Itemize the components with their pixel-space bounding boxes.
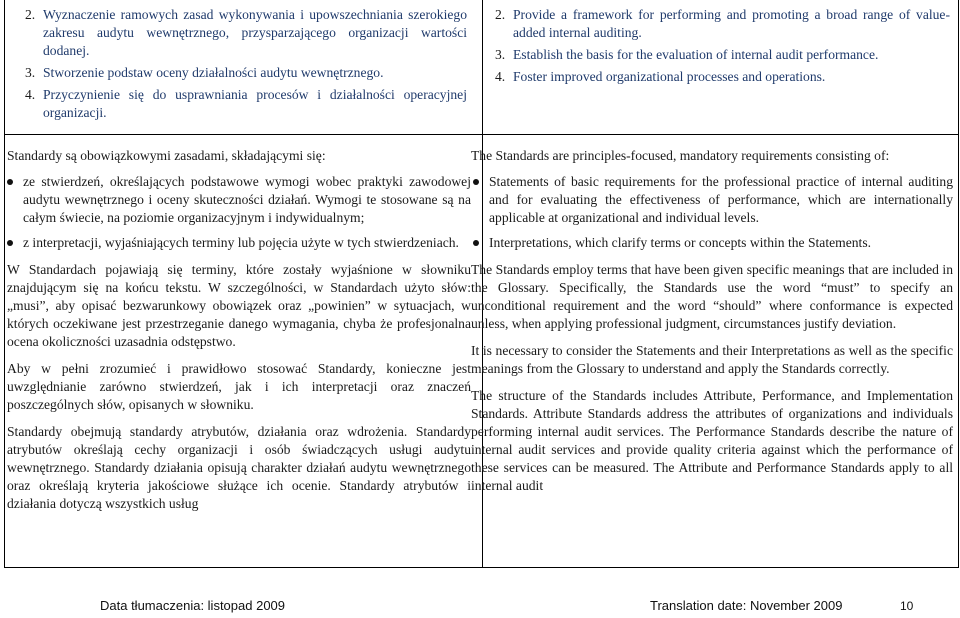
polish-paragraph: Standardy obejmują standardy atrybutów, działania oraz wdrożenia. Standardy atrybutów określają cechy organizacji i osób świadczących usługi audytu wewnętrznego. Standardy działania opisują charakter działań audytu wewnętrznego oraz określają kryteria jakościowe służące ich ocenie. Standardy atrybutów i działania dotyczą wszystkich usług: [7, 424, 471, 511]
list-item: [495, 6, 950, 42]
polish-bullet-list: [5, 173, 471, 252]
item-number: 4.: [25, 87, 36, 102]
item-text: Stworzenie podstaw oceny działalności audytu wewnętrznego.: [43, 65, 384, 80]
bullet-icon: [473, 240, 479, 246]
list-item: [5, 234, 471, 252]
item-text: Wyznaczenie ramowych zasad wykonywania i upowszechniania szerokiego zakresu audytu wewnętrznego, przysparzającego organizacji wartości dodanej.: [43, 7, 467, 58]
page-number: 10: [900, 599, 914, 613]
item-text: Foster improved organizational processes and operations.: [513, 69, 826, 84]
list-item: [495, 46, 950, 64]
list-item: [5, 173, 471, 227]
polish-paragraph: W Standardach pojawiają się terminy, które zostały wyjaśnione w słowniku znajdującym się na końcu tekstu. W szczególności, w Standardach użyto słów: „musi”, aby opisać bezwarunkowy obowiązek oraz „powinien” w sytuacjach, w których oczekiwane jest przestrzeganie danego wymagania, chyba że profesjonalna ocena okoliczności uzasadnia odstępstwo.: [7, 262, 471, 349]
english-objectives-list: [495, 6, 950, 86]
translation-table: [4, 0, 959, 568]
bullet-text: Statements of basic requirements for the professional practice of internal auditing and for evaluating the effectiveness of performance, which are internationally applicable at organizational and individual levels.: [489, 174, 953, 225]
english-lead-text: The Standards are principles-focused, mandatory requirements consisting of:: [471, 148, 890, 163]
item-text: Establish the basis for the evaluation of internal audit performance.: [513, 47, 879, 62]
item-text: Przyczynienie się do usprawniania procesów i działalności operacyjnej organizacji.: [43, 87, 467, 120]
bottom-right-cell: [471, 147, 953, 504]
bullet-icon: [7, 240, 13, 246]
bullet-text: z interpretacji, wyjaśniających terminy lub pojęcia użyte w tych stwierdzeniach.: [23, 235, 459, 250]
item-number: 3.: [495, 47, 506, 62]
footer-translation-date-pl: Data tłumaczenia: listopad 2009: [100, 598, 286, 613]
english-paragraph: The Standards employ terms that have been given specific meanings that are included in the Glossary. Specifically, the Standards use the word “must” to specify an unconditional requirement and the word “should” where conformance is expected unless, when applying professional judgment, circumstances justify deviation.: [471, 262, 953, 331]
list-item: [25, 86, 467, 122]
item-text: Provide a framework for performing and promoting a broad range of value-added internal auditing.: [513, 7, 950, 40]
list-item: [495, 68, 950, 86]
english-bullet-list: [471, 173, 953, 252]
list-item: [25, 64, 467, 82]
bottom-left-cell: [5, 147, 471, 522]
list-item: [25, 6, 467, 60]
list-item: [471, 234, 953, 252]
english-paragraph: It is necessary to consider the Statements and their Interpretations as well as the specific meanings from the Glossary to understand and apply the Standards correctly.: [471, 343, 953, 376]
english-paragraph: The structure of the Standards includes Attribute, Performance, and Implementation Standards. Attribute Standards address the attributes of organizations and individuals performing internal audit services. The Performance Standards describe the nature of internal audit services and provide quality criteria against which the performance of these services can be measured. The Attribute and Performance Standards apply to all internal audit: [471, 388, 953, 493]
footer-translation-date-en: Translation date: November 2009: [650, 598, 843, 613]
bullet-icon: [473, 179, 479, 185]
item-number: 2.: [495, 7, 506, 22]
row-divider: [5, 134, 958, 135]
top-left-cell: [25, 6, 467, 126]
bullet-icon: [7, 179, 13, 185]
polish-objectives-list: [25, 6, 467, 122]
bullet-text: Interpretations, which clarify terms or concepts within the Statements.: [489, 235, 872, 250]
polish-lead-text: Standardy są obowiązkowymi zasadami, składającymi się:: [7, 148, 326, 163]
bullet-text: ze stwierdzeń, określających podstawowe wymogi wobec praktyki zawodowej audytu wewnętrznego i oceny skuteczności działań. Wymogi te stosowane są na całym świecie, na poziomie organizacyjnym i indywidualnym;: [23, 174, 471, 225]
item-number: 4.: [495, 69, 506, 84]
polish-paragraph: Aby w pełni zrozumieć i prawidłowo stosować Standardy, konieczne jest uwzględnianie zarówno stwierdzeń, jak i ich interpretacji oraz znaczeń poszczególnych słów, opisanych w słowniku.: [7, 361, 471, 412]
item-number: 3.: [25, 65, 36, 80]
item-number: 2.: [25, 7, 36, 22]
list-item: [471, 173, 953, 227]
top-right-cell: [495, 6, 950, 90]
